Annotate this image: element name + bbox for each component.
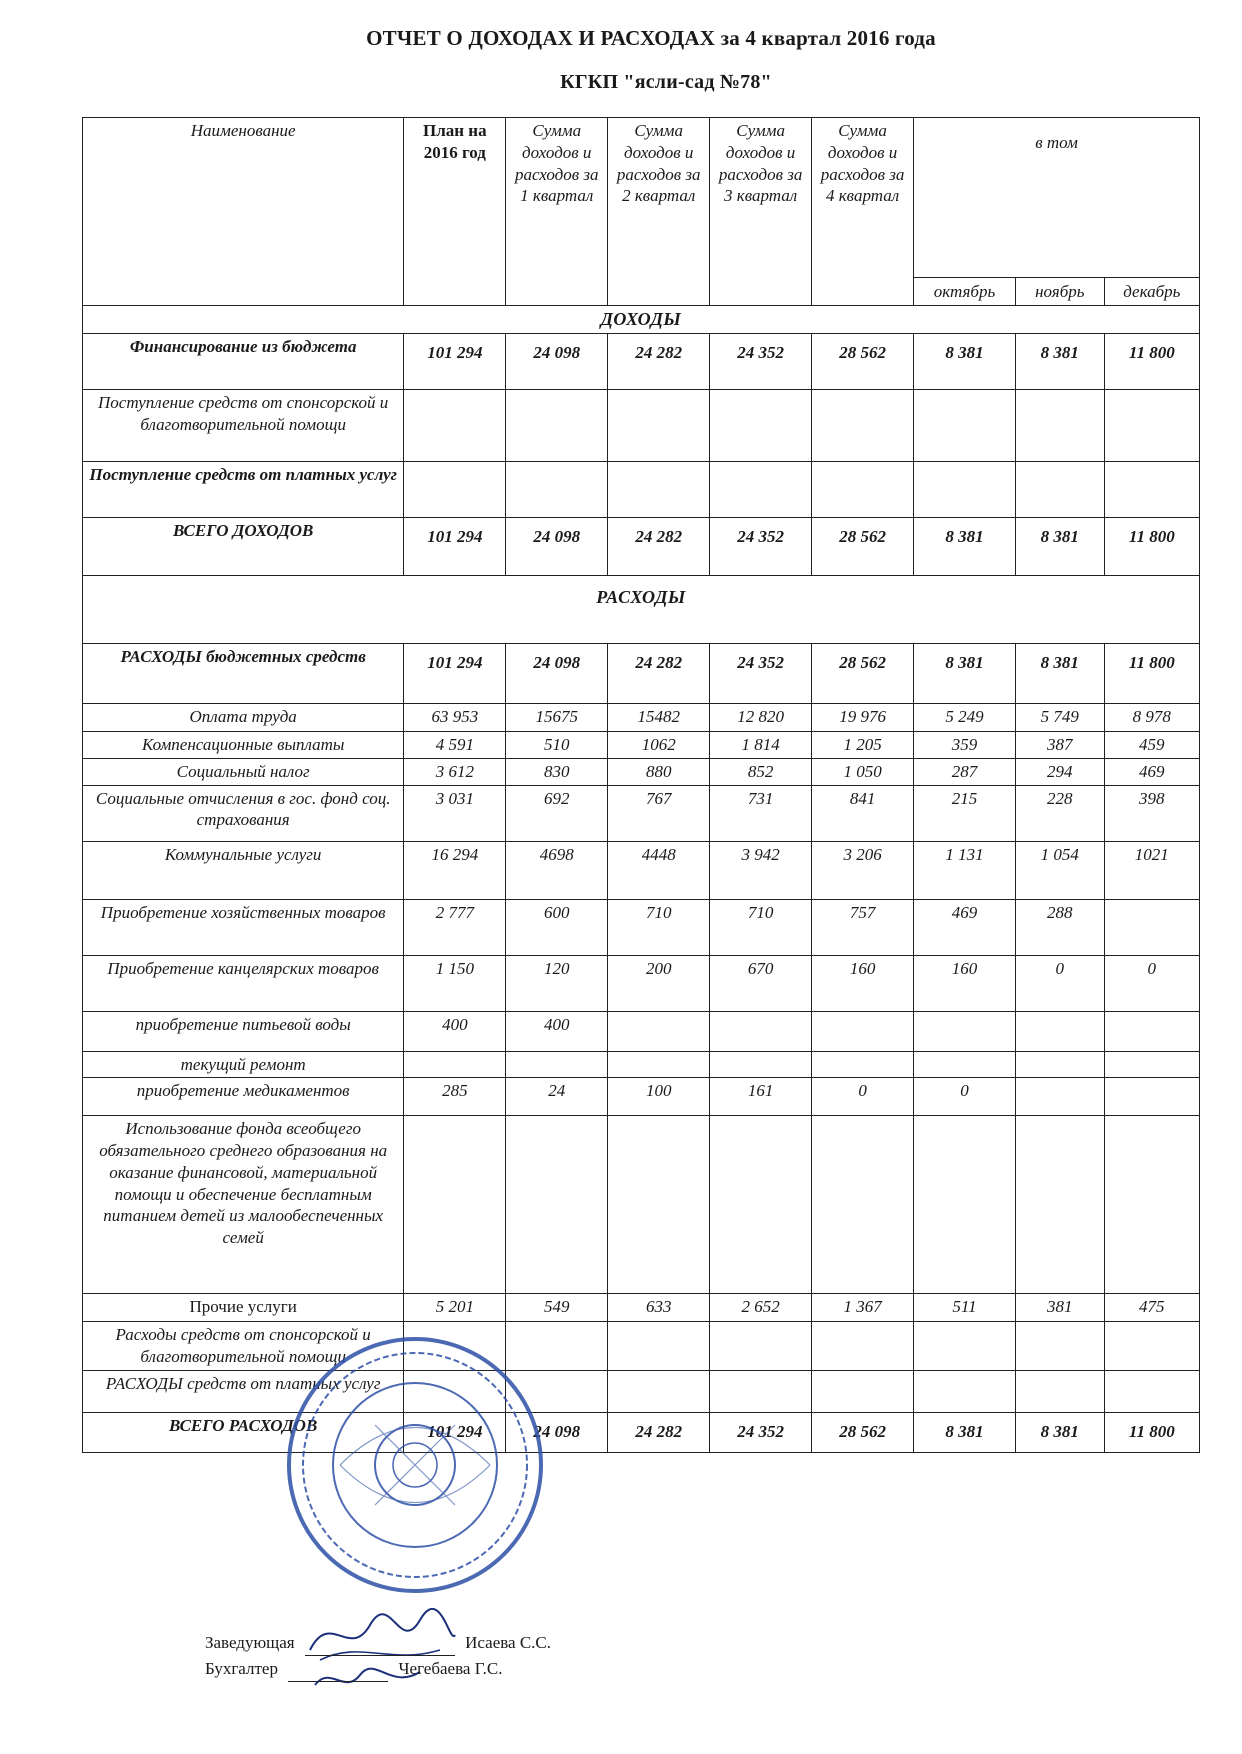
row-value: 549 [506, 1294, 608, 1322]
row-value: 161 [710, 1078, 812, 1116]
row-value: 3 206 [812, 841, 914, 899]
document-title: ОТЧЕТ О ДОХОДАХ И РАСХОДАХ за 4 квартал 2016 года [366, 26, 936, 50]
table-row [83, 518, 1200, 576]
row-value: 200 [608, 955, 710, 1011]
row-value: 28 562 [812, 644, 914, 704]
header-name: Наименование [83, 118, 404, 306]
row-value: 100 [608, 1078, 710, 1116]
row-value: 1 054 [1015, 841, 1104, 899]
row-name: Поступление средств от спонсорской и благотворительной помощи [83, 390, 404, 462]
expense-rows [83, 644, 1200, 1453]
row-value: 285 [404, 1078, 506, 1116]
row-value [710, 1116, 812, 1294]
table-row [83, 1078, 1200, 1116]
row-value [1015, 390, 1104, 462]
row-value [710, 390, 812, 462]
row-value: 28 562 [812, 334, 914, 390]
row-value: 288 [1015, 899, 1104, 955]
accountant-signature-line [288, 1681, 388, 1682]
row-value: 16 294 [404, 841, 506, 899]
row-value [710, 462, 812, 518]
row-value [506, 1370, 608, 1412]
row-value: 469 [914, 899, 1016, 955]
row-value [1015, 1322, 1104, 1371]
row-name: Приобретение канцелярских товаров [83, 955, 404, 1011]
row-value: 101 294 [404, 334, 506, 390]
row-value: 0 [812, 1078, 914, 1116]
row-value [1015, 1116, 1104, 1294]
row-value: 28 562 [812, 1412, 914, 1452]
row-value [914, 1051, 1016, 1078]
row-value: 5 249 [914, 704, 1016, 732]
row-value: 359 [914, 732, 1016, 759]
row-value: 11 800 [1104, 644, 1199, 704]
header-november: ноябрь [1015, 278, 1104, 306]
row-value [710, 1011, 812, 1051]
row-value: 510 [506, 732, 608, 759]
row-value: 767 [608, 785, 710, 841]
row-value: 15482 [608, 704, 710, 732]
row-name: ВСЕГО ДОХОДОВ [83, 518, 404, 576]
row-value: 0 [1104, 955, 1199, 1011]
row-value: 400 [404, 1011, 506, 1051]
row-value [914, 1370, 1016, 1412]
row-value [1104, 1011, 1199, 1051]
row-value [506, 1051, 608, 1078]
accountant-title: Бухгалтер [205, 1659, 278, 1678]
row-value: 24 352 [710, 334, 812, 390]
row-value: 710 [608, 899, 710, 955]
table-row [83, 1294, 1200, 1322]
row-value: 8 381 [1015, 518, 1104, 576]
row-value: 670 [710, 955, 812, 1011]
row-value [710, 1322, 812, 1371]
row-value [608, 390, 710, 462]
row-value [914, 1322, 1016, 1371]
row-name: Поступление средств от платных услуг [83, 462, 404, 518]
table-row [83, 462, 1200, 518]
row-value: 3 612 [404, 758, 506, 785]
row-value [608, 1116, 710, 1294]
row-value [506, 390, 608, 462]
row-value [1104, 899, 1199, 955]
row-value: 24 282 [608, 1412, 710, 1452]
row-value [506, 1116, 608, 1294]
income-section-title: ДОХОДЫ [83, 306, 1200, 334]
row-value [1015, 1078, 1104, 1116]
row-value: 24 282 [608, 518, 710, 576]
row-name: РАСХОДЫ бюджетных средств [83, 644, 404, 704]
table-row [83, 704, 1200, 732]
row-value: 8 381 [1015, 644, 1104, 704]
row-value: 120 [506, 955, 608, 1011]
table-row [83, 785, 1200, 841]
row-value: 8 381 [914, 1412, 1016, 1452]
row-value: 1021 [1104, 841, 1199, 899]
header-including: в том [914, 118, 1200, 278]
row-value: 1062 [608, 732, 710, 759]
row-name: Расходы средств от спонсорской и благотворительной помощи [83, 1322, 404, 1371]
row-value: 0 [1015, 955, 1104, 1011]
row-value: 101 294 [404, 1412, 506, 1452]
row-value: 215 [914, 785, 1016, 841]
table-row [83, 955, 1200, 1011]
row-value: 400 [506, 1011, 608, 1051]
row-value: 5 749 [1015, 704, 1104, 732]
row-value: 852 [710, 758, 812, 785]
row-name: ВСЕГО РАСХОДОВ [83, 1412, 404, 1452]
table-row [83, 1116, 1200, 1294]
row-value: 24 098 [506, 518, 608, 576]
row-value [1104, 1370, 1199, 1412]
row-value: 101 294 [404, 518, 506, 576]
row-value: 8 381 [1015, 334, 1104, 390]
row-value [710, 1370, 812, 1412]
row-value [1104, 462, 1199, 518]
row-value [1015, 1011, 1104, 1051]
row-value: 63 953 [404, 704, 506, 732]
income-section-row [83, 306, 1200, 334]
head-name: Исаева С.С. [465, 1633, 552, 1652]
row-value: 731 [710, 785, 812, 841]
row-value: 757 [812, 899, 914, 955]
header-row [83, 118, 1200, 278]
row-name: приобретение медикаментов [83, 1078, 404, 1116]
row-value: 3 031 [404, 785, 506, 841]
row-value: 228 [1015, 785, 1104, 841]
header-q2: Сумма доходов и расходов за 2 квартал [608, 118, 710, 306]
row-value: 710 [710, 899, 812, 955]
row-value: 1 150 [404, 955, 506, 1011]
row-value: 1 367 [812, 1294, 914, 1322]
row-value: 8 978 [1104, 704, 1199, 732]
row-name: РАСХОДЫ средств от платных услуг [83, 1370, 404, 1412]
row-value: 294 [1015, 758, 1104, 785]
row-value: 381 [1015, 1294, 1104, 1322]
row-value: 633 [608, 1294, 710, 1322]
table-row [83, 899, 1200, 955]
row-value [1015, 1370, 1104, 1412]
table-row [83, 1412, 1200, 1452]
row-value: 1 205 [812, 732, 914, 759]
row-value: 160 [812, 955, 914, 1011]
header-december: декабрь [1104, 278, 1199, 306]
row-value: 24 352 [710, 1412, 812, 1452]
accountant-name: Чегебаева Г.С. [398, 1659, 503, 1678]
row-name: приобретение питьевой воды [83, 1011, 404, 1051]
row-name: текущий ремонт [83, 1051, 404, 1078]
row-value: 160 [914, 955, 1016, 1011]
row-value: 3 942 [710, 841, 812, 899]
document-subtitle: КГКП "ясли-сад №78" [560, 71, 772, 93]
row-value [812, 462, 914, 518]
report-table [82, 117, 1200, 1453]
row-value: 1 050 [812, 758, 914, 785]
row-value [812, 1370, 914, 1412]
row-value: 24 282 [608, 644, 710, 704]
row-value: 0 [914, 1078, 1016, 1116]
table-row [83, 390, 1200, 462]
row-value: 511 [914, 1294, 1016, 1322]
row-value [404, 1051, 506, 1078]
row-name: Коммунальные услуги [83, 841, 404, 899]
table-row [83, 644, 1200, 704]
expense-section-row [83, 576, 1200, 644]
row-value [914, 1116, 1016, 1294]
row-value: 11 800 [1104, 334, 1199, 390]
row-name: Приобретение хозяйственных товаров [83, 899, 404, 955]
table-row [83, 1370, 1200, 1412]
row-value [812, 1322, 914, 1371]
row-name: Социальные отчисления в гос. фонд соц. страхования [83, 785, 404, 841]
row-name: Прочие услуги [83, 1294, 404, 1322]
row-value: 24 098 [506, 1412, 608, 1452]
row-value: 830 [506, 758, 608, 785]
row-value: 19 976 [812, 704, 914, 732]
row-value: 469 [1104, 758, 1199, 785]
row-value: 24 [506, 1078, 608, 1116]
report-title [0, 26, 1242, 94]
row-value: 600 [506, 899, 608, 955]
row-value [404, 462, 506, 518]
table-row [83, 1011, 1200, 1051]
row-value [1015, 1051, 1104, 1078]
row-value [1104, 1078, 1199, 1116]
row-value: 475 [1104, 1294, 1199, 1322]
row-value [1104, 1116, 1199, 1294]
header-q4: Сумма доходов и расходов за 4 квартал [812, 118, 914, 306]
expense-section [83, 576, 1200, 644]
row-value [404, 1322, 506, 1371]
row-value: 459 [1104, 732, 1199, 759]
row-value [914, 462, 1016, 518]
header-q1: Сумма доходов и расходов за 1 квартал [506, 118, 608, 306]
row-value [1104, 390, 1199, 462]
head-signature-row [205, 1630, 551, 1656]
row-value: 2 777 [404, 899, 506, 955]
table-row [83, 334, 1200, 390]
row-value: 24 282 [608, 334, 710, 390]
row-value [1104, 1051, 1199, 1078]
header-plan: План на 2016 год [404, 118, 506, 306]
row-value: 28 562 [812, 518, 914, 576]
row-value [608, 1011, 710, 1051]
signatures-block [205, 1630, 551, 1682]
row-value [812, 1116, 914, 1294]
header-q3: Сумма доходов и расходов за 3 квартал [710, 118, 812, 306]
row-value [506, 1322, 608, 1371]
report-body [83, 118, 1200, 334]
table-row [83, 732, 1200, 759]
row-name: Компенсационные выплаты [83, 732, 404, 759]
row-value: 2 652 [710, 1294, 812, 1322]
row-value [404, 1116, 506, 1294]
row-value: 8 381 [914, 518, 1016, 576]
row-value: 692 [506, 785, 608, 841]
row-value: 24 098 [506, 334, 608, 390]
row-value [608, 1322, 710, 1371]
row-value [914, 1011, 1016, 1051]
row-value: 387 [1015, 732, 1104, 759]
row-value: 5 201 [404, 1294, 506, 1322]
row-value: 8 381 [914, 644, 1016, 704]
row-name: Социальный налог [83, 758, 404, 785]
row-value [608, 1370, 710, 1412]
row-value [1104, 1322, 1199, 1371]
row-value [404, 1370, 506, 1412]
row-name: Оплата труда [83, 704, 404, 732]
row-value [812, 390, 914, 462]
row-value [506, 462, 608, 518]
row-value: 11 800 [1104, 1412, 1199, 1452]
row-value: 880 [608, 758, 710, 785]
row-value: 841 [812, 785, 914, 841]
row-name: Финансирование из бюджета [83, 334, 404, 390]
row-name: Использование фонда всеобщего обязательного среднего образования на оказание финансовой, материальной помощи и обеспечение бесплатным питанием детей из малообеспеченных семей [83, 1116, 404, 1294]
row-value [404, 390, 506, 462]
row-value: 24 098 [506, 644, 608, 704]
row-value: 11 800 [1104, 518, 1199, 576]
row-value: 24 352 [710, 518, 812, 576]
row-value [914, 390, 1016, 462]
row-value: 24 352 [710, 644, 812, 704]
row-value: 287 [914, 758, 1016, 785]
row-value [1015, 462, 1104, 518]
table-row [83, 841, 1200, 899]
row-value [608, 462, 710, 518]
row-value [710, 1051, 812, 1078]
row-value: 4 591 [404, 732, 506, 759]
header-october: октябрь [914, 278, 1016, 306]
row-value: 15675 [506, 704, 608, 732]
row-value: 8 381 [1015, 1412, 1104, 1452]
row-value: 8 381 [914, 334, 1016, 390]
row-value [812, 1051, 914, 1078]
row-value: 4698 [506, 841, 608, 899]
expense-section-title: РАСХОДЫ [83, 576, 1200, 644]
accountant-signature-row [205, 1656, 551, 1682]
row-value [812, 1011, 914, 1051]
row-value: 1 814 [710, 732, 812, 759]
table-row [83, 1051, 1200, 1078]
row-value [608, 1051, 710, 1078]
table-row [83, 1322, 1200, 1371]
row-value: 12 820 [710, 704, 812, 732]
row-value: 4448 [608, 841, 710, 899]
income-rows [83, 334, 1200, 576]
row-value: 398 [1104, 785, 1199, 841]
row-value: 101 294 [404, 644, 506, 704]
head-title: Заведующая [205, 1633, 295, 1652]
row-value: 1 131 [914, 841, 1016, 899]
table-row [83, 758, 1200, 785]
